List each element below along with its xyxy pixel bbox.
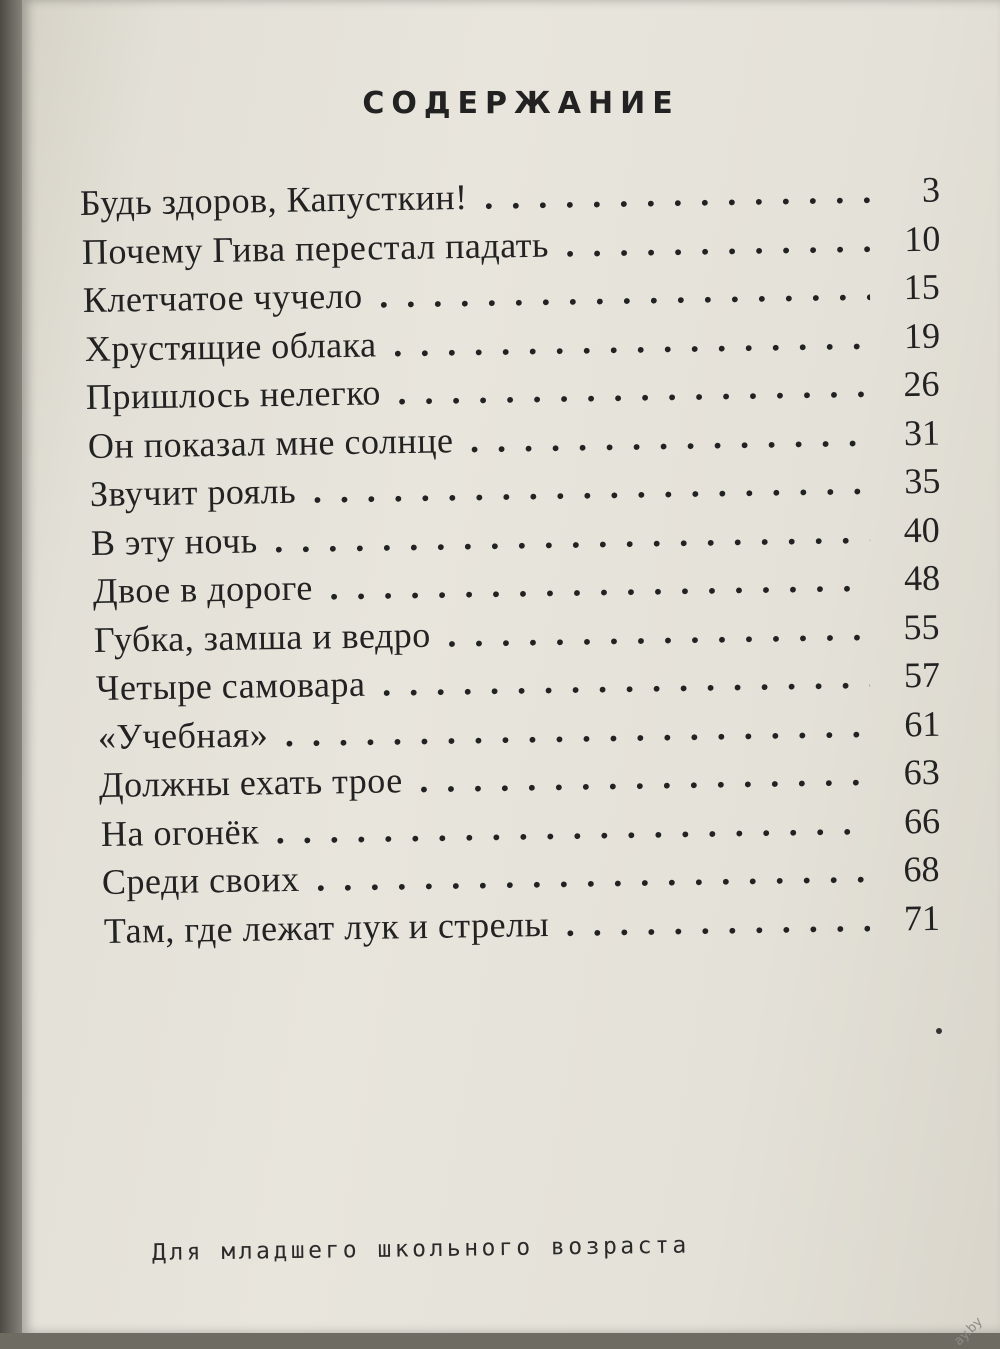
toc-entry [100,799,940,856]
toc-entry-title: Будь здоров, Капусткин! [80,176,468,224]
toc-entry [80,168,941,226]
toc-entry-page: 15 [880,266,941,309]
toc-entry [83,266,940,323]
toc-entry-page: 66 [880,799,941,842]
toc-entry-page: 55 [880,605,941,648]
book-page [22,0,1000,1333]
dot-leader: ............................................................ [275,800,870,853]
toc-entry [88,411,941,468]
toc-entry-title: Губка, замша и ведро [94,613,431,660]
table-of-contents [22,0,1000,1333]
page-title: СОДЕРЖАНИЕ [22,86,1000,121]
page-gutter-shadow [0,0,22,1333]
age-note: Для младшего школьного возраста [152,1232,690,1266]
toc-entry-title: Там, где лежат лук и стрелы [104,903,550,952]
dot-leader: ............................................................ [329,558,870,610]
toc-entry [102,848,940,905]
dot-leader: ............................................................ [316,849,870,902]
toc-entry [86,363,940,420]
toc-entry [81,217,940,274]
toc-entry-page: 26 [880,363,941,406]
toc-entry-page: 57 [880,654,941,697]
toc-entry-title: Пришлось нелегко [86,371,381,418]
dot-leader: ............................................................ [565,897,870,946]
watermark: ay.by [951,1314,986,1349]
toc-entry-page: 31 [880,411,941,454]
dot-leader: ............................................................ [382,655,871,707]
toc-entry-title: В эту ночь [91,519,258,564]
toc-entry-title: Четыре самовара [96,663,366,709]
toc-entry-title: Должны ехать трое [99,759,403,806]
toc-entry-title: На огонёк [100,810,259,854]
toc-entry [89,460,940,517]
toc-entry-page: 63 [880,751,941,794]
dot-leader: ............................................................ [393,315,871,366]
dot-leader: ............................................................ [397,364,870,415]
dot-leader: ............................................................ [565,218,871,267]
toc-entry [84,314,940,371]
toc-entry [99,751,940,808]
dot-leader: ............................................................ [447,606,870,657]
toc-entry-page: 71 [880,896,941,939]
toc-entry [96,654,941,711]
toc-entry-title: Среди своих [102,858,300,903]
dot-leader: ............................................................ [419,752,870,803]
dot-leader: ............................................................ [379,267,870,319]
toc-entry [94,605,940,662]
dot-leader: ............................................................ [484,170,870,220]
toc-entry [104,896,941,953]
toc-entry-title: Клетчатое чучело [83,275,363,321]
dot-leader: ............................................................ [312,461,870,514]
toc-entry-title: Почему Гива перестал падать [81,223,549,272]
toc-entry-page: 35 [880,460,941,503]
toc-entry [92,557,940,614]
dot-leader: ............................................................ [284,703,870,756]
dot-leader: ............................................................ [470,412,871,462]
toc-entry [97,702,940,759]
toc-entry-title: Он показал мне солнце [88,419,454,467]
toc-entry-page: 68 [880,848,941,891]
toc-entry-page: 10 [880,217,941,260]
toc-entry-page: 48 [880,557,941,600]
toc-entry [91,508,940,565]
dot-leader: ............................................................ [274,509,870,562]
toc-entry-page: 40 [880,508,941,551]
toc-entry-title: Звучит рояль [89,470,296,515]
toc-entry-page: 3 [880,168,941,211]
toc-entry-title: Двое в дороге [92,567,312,612]
toc-entry-title: «Учебная» [97,713,268,758]
ink-speck [936,1028,942,1034]
toc-entry-title: Хрустящие облака [84,323,376,370]
toc-entry-page: 61 [880,702,941,745]
toc-entry-page: 19 [880,314,941,357]
